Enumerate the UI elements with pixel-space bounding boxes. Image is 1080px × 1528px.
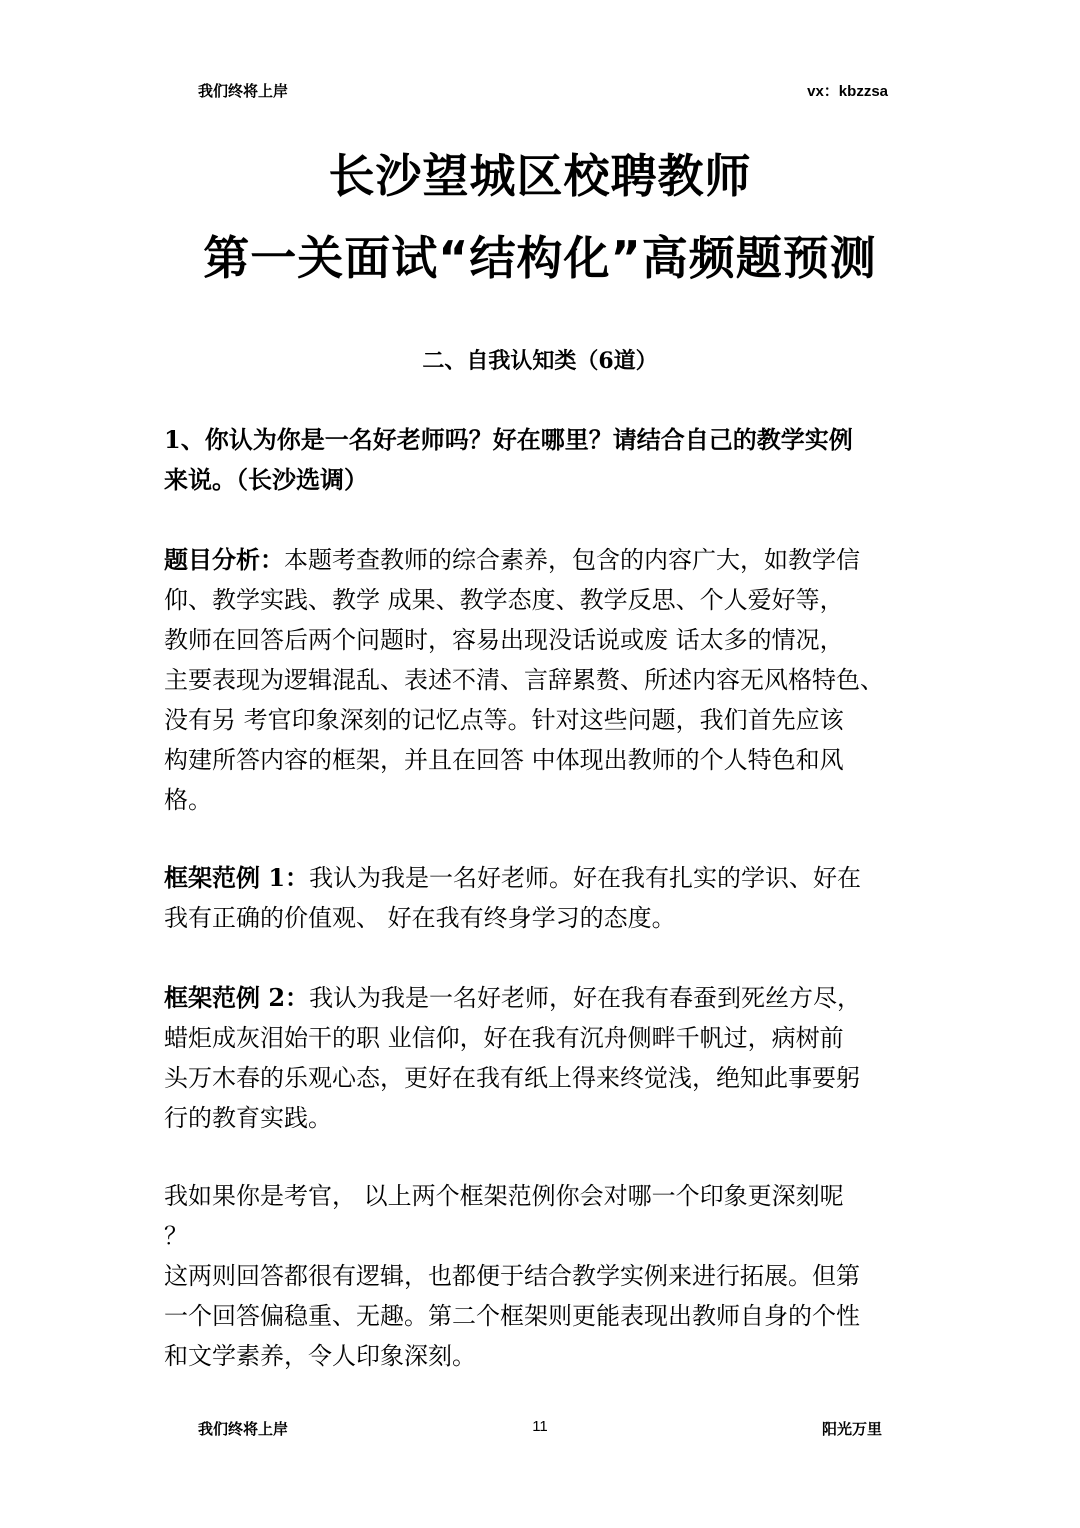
analysis-line: 没有另 考官印象深刻的记忆点等。针对这些问题，我们首先应该 <box>164 706 844 734</box>
page-title-line-1: 长沙望城区校聘教师 <box>328 149 752 203</box>
example-2-paragraph <box>164 978 924 1138</box>
section-heading: 二、自我认知类（6道） <box>422 348 658 374</box>
example-1-first-line <box>164 858 924 898</box>
footer-left-text: 我们终将上岸 <box>198 1420 289 1438</box>
closing-line: 这两则回答都很有逻辑，也都便于结合教学实例来进行拓展。但第 <box>164 1262 860 1290</box>
header-left-text: 我们终将上岸 <box>198 82 289 100</box>
footer-right-text: 阳光万里 <box>821 1420 882 1438</box>
example-1-text: 我认为我是一名好老师。好在我有扎实的学识、好在 <box>309 864 862 892</box>
analysis-line: 主要表现为逻辑混乱、表述不清、言辞累赘、所述内容无风格特色、 <box>164 666 884 694</box>
closing-line: ？ <box>164 1222 188 1250</box>
analysis-label: 题目分析： <box>164 545 284 574</box>
analysis-line: 仰、教学实践、教学 成果、教学态度、教学反思、个人爱好等， <box>164 586 844 614</box>
closing-line: 我如果你是考官， 以上两个框架范例你会对哪一个印象更深刻呢 <box>164 1182 844 1210</box>
closing-line: 一个回答偏稳重、无趣。第二个框架则更能表现出教师自身的个性 <box>164 1302 860 1330</box>
example-2-line: 行的教育实践。 <box>164 1104 332 1132</box>
header-contact: vx：kbzzsa <box>807 83 888 100</box>
analysis-line: 教师在回答后两个问题时，容易出现没话说或废 话太多的情况， <box>164 626 844 654</box>
question-line: 来说。（长沙选调） <box>164 465 368 494</box>
example-2-line: 蜡炬成灰泪始干的职 业信仰，好在我有沉舟侧畔千帆过，病树前 <box>164 1024 844 1052</box>
closing-paragraph <box>164 1176 924 1376</box>
example-2-text: 我认为我是一名好老师，好在我有春蚕到死丝方尽， <box>309 984 862 1012</box>
example-2-line: 头万木春的乐观心态，更好在我有纸上得来终觉浅，绝知此事要躬 <box>164 1064 860 1092</box>
analysis-first-line <box>164 540 924 580</box>
question-line: 1、你认为你是一名好老师吗？好在哪里？请结合自己的教学实例 <box>164 425 853 454</box>
example-1-paragraph <box>164 858 924 938</box>
analysis-text: 本题考查教师的综合素养，包含的内容广大，如教学信 <box>284 546 860 574</box>
page-number: 11 <box>532 1418 548 1435</box>
question-1 <box>164 420 924 500</box>
example-1-label: 框架范例 1： <box>164 863 310 892</box>
example-1-line: 我有正确的价值观、 好在我有终身学习的态度。 <box>164 904 676 932</box>
example-2-label: 框架范例 2： <box>164 983 310 1012</box>
analysis-line: 格。 <box>164 786 212 814</box>
closing-line: 和文学素养，令人印象深刻。 <box>164 1342 476 1370</box>
analysis-paragraph <box>164 540 924 820</box>
analysis-line: 构建所答内容的框架，并且在回答 中体现出教师的个人特色和风 <box>164 746 844 774</box>
page-title-line-2: 第一关面试“结构化”高频题预测 <box>203 231 877 285</box>
example-2-first-line <box>164 978 924 1018</box>
